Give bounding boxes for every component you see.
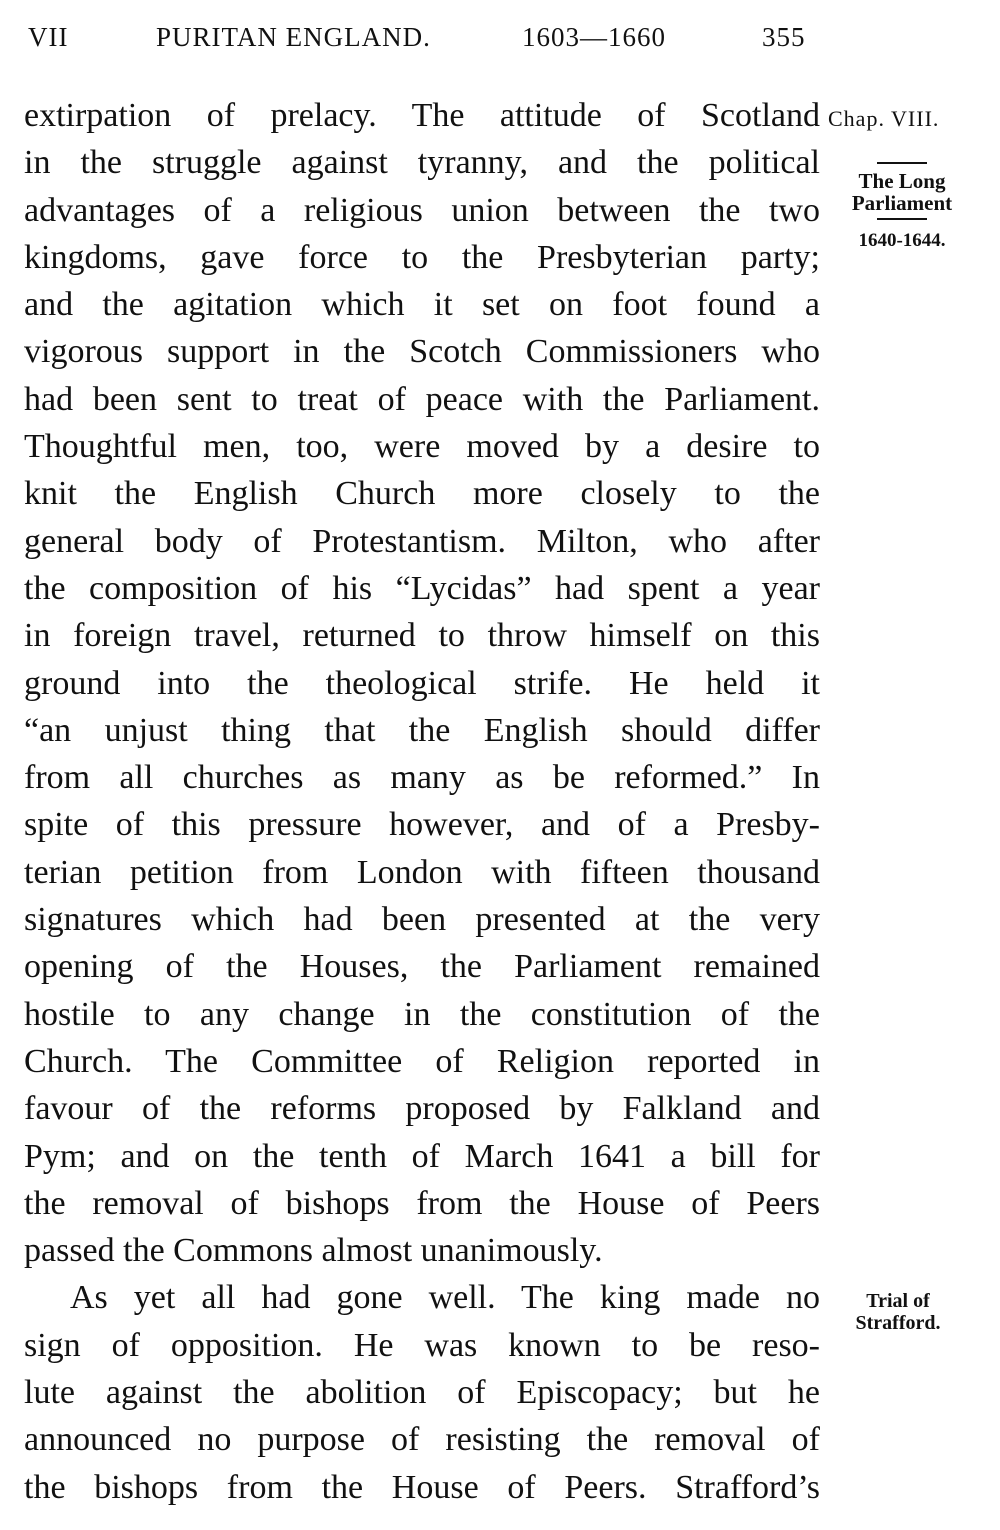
text-line: kingdoms, gave force to the Presbyterian party; xyxy=(24,238,820,276)
text-line: “an unjust thing that the English should differ xyxy=(24,711,820,749)
text-line: spite of this pressure however, and of a Presby- xyxy=(24,806,820,844)
sidenote-chapter-label: Chap. VIII. xyxy=(828,106,940,131)
text-line: extirpation of prelacy. The attitude of Scotland xyxy=(24,97,820,134)
header-date-range: 1603—1660 xyxy=(522,22,666,52)
text-line: hostile to any change in the constitution of the xyxy=(24,995,820,1033)
sidenote-rule-bottom xyxy=(877,218,927,220)
text-line-paragraph-start: As yet all had gone well. The king made no xyxy=(70,1279,820,1317)
text-line: announced no purpose of resisting the removal of xyxy=(24,1421,820,1459)
sidenote-topic-dates: 1640-1644. xyxy=(858,230,946,251)
text-line: in the struggle against tyranny, and the political xyxy=(24,144,820,182)
text-line: general body of Protestantism. Milton, who after xyxy=(24,522,820,560)
text-line: from all churches as many as be reformed.” In xyxy=(24,759,820,797)
text-line: had been sent to treat of peace with the Parliament. xyxy=(24,380,820,418)
text-line: Church. The Committee of Religion reported in xyxy=(24,1042,820,1080)
text-line: passed the Commons almost unanimously. xyxy=(24,1232,603,1270)
text-line: Thoughtful men, too, were moved by a desire to xyxy=(24,428,820,466)
text-line: opening of the Houses, the Parliament remained xyxy=(24,948,820,986)
sidenote-topic-line2: Parliament xyxy=(851,191,953,215)
text-line: favour of the reforms proposed by Falkland and xyxy=(24,1090,820,1128)
body-text xyxy=(24,92,820,1511)
text-line: knit the English Church more closely to the xyxy=(24,475,820,513)
text-line: the bishops from the House of Peers. Strafford’s xyxy=(24,1468,820,1506)
text-line: Pym; and on the tenth of March 1641 a bill for xyxy=(24,1137,820,1175)
text-line: ground into the theological strife. He held it xyxy=(24,664,820,702)
sidenote-topic-line1: The Long xyxy=(858,169,946,193)
header-chapter-number: VII xyxy=(28,22,69,52)
text-line: vigorous support in the Scotch Commissioners who xyxy=(24,333,820,371)
sidenote-trial-line1: Trial of xyxy=(866,1290,930,1312)
text-line: and the agitation which it set on foot found a xyxy=(24,286,820,324)
text-line: lute against the abolition of Episcopacy; but he xyxy=(24,1374,820,1412)
text-line: the composition of his “Lycidas” had spent a year xyxy=(24,569,820,607)
header-book-title: PURITAN ENGLAND. xyxy=(156,22,431,52)
text-line: in foreign travel, returned to throw himself on this xyxy=(24,617,820,655)
sidenote-topic xyxy=(828,158,976,252)
text-line: signatures which had been presented at the very xyxy=(24,901,820,939)
text-line: the removal of bishops from the House of Peers xyxy=(24,1184,820,1222)
text-line: sign of opposition. He was known to be reso- xyxy=(24,1326,820,1364)
sidenote-chapter xyxy=(828,106,980,132)
text-line: advantages of a religious union between the two xyxy=(24,191,820,229)
sidenote-trial xyxy=(840,1290,956,1334)
sidenote-trial-line2: Strafford. xyxy=(855,1312,941,1334)
text-line: terian petition from London with fifteen thousand xyxy=(24,853,820,891)
page-number: 355 xyxy=(762,22,806,52)
sidenote-rule-top xyxy=(877,162,927,164)
running-header xyxy=(24,22,824,62)
